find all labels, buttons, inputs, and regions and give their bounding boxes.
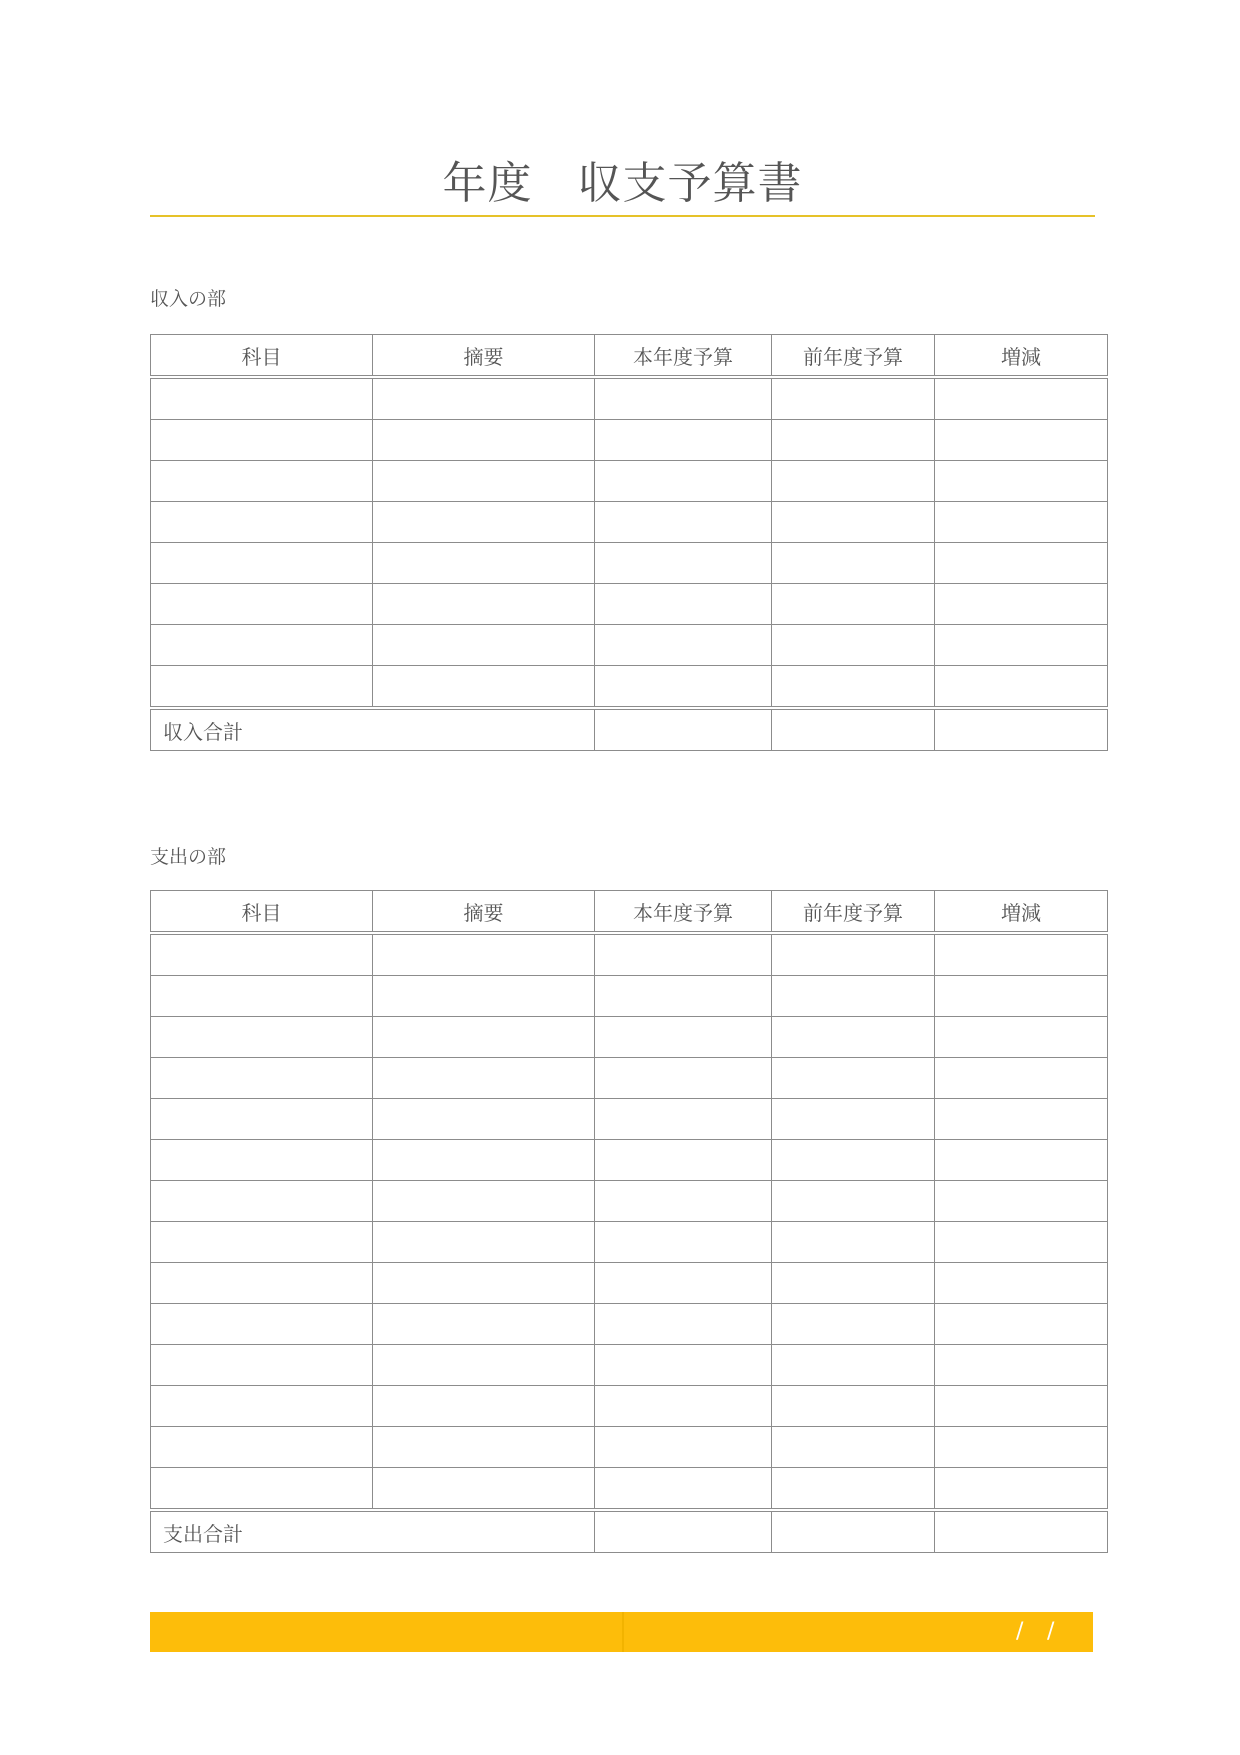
income-summary-cell[interactable] xyxy=(373,666,595,709)
income-change-cell[interactable] xyxy=(935,625,1108,666)
income-row xyxy=(151,625,1108,666)
income-row xyxy=(151,377,1108,420)
expense-table xyxy=(150,890,1108,1553)
expense-previous-budget-cell[interactable] xyxy=(772,976,935,1017)
expense-col-change: 増減 xyxy=(935,891,1108,934)
expense-summary-cell[interactable] xyxy=(373,976,595,1017)
expense-previous-budget-cell[interactable] xyxy=(772,1427,935,1468)
expense-subject-cell[interactable] xyxy=(151,933,373,976)
income-current-budget-cell[interactable] xyxy=(595,584,772,625)
expense-previous-budget-cell[interactable] xyxy=(772,1140,935,1181)
expense-row xyxy=(151,1263,1108,1304)
expense-previous-budget-cell[interactable] xyxy=(772,1222,935,1263)
income-current-budget-cell[interactable] xyxy=(595,377,772,420)
expense-row xyxy=(151,1099,1108,1140)
expense-change-cell[interactable] xyxy=(935,1345,1108,1386)
expense-subject-cell[interactable] xyxy=(151,1427,373,1468)
footer-divider xyxy=(622,1612,624,1652)
income-change-cell[interactable] xyxy=(935,377,1108,420)
income-header-row xyxy=(151,335,1108,378)
expense-total-previous-cell[interactable] xyxy=(772,1510,935,1553)
income-previous-budget-cell[interactable] xyxy=(772,502,935,543)
expense-previous-budget-cell[interactable] xyxy=(772,1099,935,1140)
expense-row xyxy=(151,1427,1108,1468)
expense-current-budget-cell[interactable] xyxy=(595,1263,772,1304)
expense-row xyxy=(151,1386,1108,1427)
expense-summary-cell[interactable] xyxy=(373,1386,595,1427)
expense-summary-cell[interactable] xyxy=(373,1345,595,1386)
expense-previous-budget-cell[interactable] xyxy=(772,933,935,976)
expense-row xyxy=(151,1181,1108,1222)
income-change-cell[interactable] xyxy=(935,543,1108,584)
income-subject-cell[interactable] xyxy=(151,420,373,461)
income-change-cell[interactable] xyxy=(935,420,1108,461)
expense-summary-cell[interactable] xyxy=(373,1140,595,1181)
expense-change-cell[interactable] xyxy=(935,976,1108,1017)
income-summary-cell[interactable] xyxy=(373,502,595,543)
income-previous-budget-cell[interactable] xyxy=(772,666,935,709)
expense-body xyxy=(151,933,1108,1510)
expense-col-current-budget: 本年度予算 xyxy=(595,891,772,934)
expense-change-cell[interactable] xyxy=(935,1181,1108,1222)
expense-current-budget-cell[interactable] xyxy=(595,1386,772,1427)
expense-col-previous-budget: 前年度予算 xyxy=(772,891,935,934)
income-total-label: 収入合計 xyxy=(151,708,595,751)
income-subject-cell[interactable] xyxy=(151,584,373,625)
expense-previous-budget-cell[interactable] xyxy=(772,1304,935,1345)
income-summary-cell[interactable] xyxy=(373,543,595,584)
expense-summary-cell[interactable] xyxy=(373,1222,595,1263)
expense-change-cell[interactable] xyxy=(935,1099,1108,1140)
expense-subject-cell[interactable] xyxy=(151,1386,373,1427)
expense-total-label: 支出合計 xyxy=(151,1510,595,1553)
income-total-previous-cell[interactable] xyxy=(772,708,935,751)
income-previous-budget-cell[interactable] xyxy=(772,625,935,666)
income-current-budget-cell[interactable] xyxy=(595,666,772,709)
income-subject-cell[interactable] xyxy=(151,543,373,584)
expense-change-cell[interactable] xyxy=(935,933,1108,976)
expense-row xyxy=(151,933,1108,976)
income-previous-budget-cell[interactable] xyxy=(772,584,935,625)
income-total-change-cell[interactable] xyxy=(935,708,1108,751)
income-current-budget-cell[interactable] xyxy=(595,502,772,543)
date-separator-2: / xyxy=(1047,1619,1055,1644)
date-separator-1: / xyxy=(1016,1619,1024,1644)
expense-current-budget-cell[interactable] xyxy=(595,1058,772,1099)
expense-summary-cell[interactable] xyxy=(373,1427,595,1468)
expense-change-cell[interactable] xyxy=(935,1304,1108,1345)
income-previous-budget-cell[interactable] xyxy=(772,377,935,420)
expense-row xyxy=(151,1304,1108,1345)
income-change-cell[interactable] xyxy=(935,461,1108,502)
expense-subject-cell[interactable] xyxy=(151,1140,373,1181)
expense-summary-cell[interactable] xyxy=(373,1263,595,1304)
income-previous-budget-cell[interactable] xyxy=(772,420,935,461)
expense-row xyxy=(151,1345,1108,1386)
footer-date-bar xyxy=(150,1612,1093,1652)
expense-previous-budget-cell[interactable] xyxy=(772,1058,935,1099)
expense-change-cell[interactable] xyxy=(935,1222,1108,1263)
expense-change-cell[interactable] xyxy=(935,1263,1108,1304)
income-subject-cell[interactable] xyxy=(151,502,373,543)
expense-previous-budget-cell[interactable] xyxy=(772,1181,935,1222)
income-current-budget-cell[interactable] xyxy=(595,543,772,584)
income-row xyxy=(151,584,1108,625)
title-underline xyxy=(150,215,1095,217)
expense-current-budget-cell[interactable] xyxy=(595,976,772,1017)
expense-row xyxy=(151,1222,1108,1263)
income-col-subject: 科目 xyxy=(151,335,373,378)
expense-current-budget-cell[interactable] xyxy=(595,1304,772,1345)
expense-change-cell[interactable] xyxy=(935,1427,1108,1468)
expense-subject-cell[interactable] xyxy=(151,976,373,1017)
expense-row xyxy=(151,1017,1108,1058)
expense-current-budget-cell[interactable] xyxy=(595,1345,772,1386)
income-subject-cell[interactable] xyxy=(151,666,373,709)
expense-header-row xyxy=(151,891,1108,934)
expense-row xyxy=(151,1140,1108,1181)
expense-previous-budget-cell[interactable] xyxy=(772,1017,935,1058)
expense-subject-cell[interactable] xyxy=(151,1304,373,1345)
expense-row xyxy=(151,976,1108,1017)
expense-change-cell[interactable] xyxy=(935,1386,1108,1427)
income-total-current-cell[interactable] xyxy=(595,708,772,751)
income-change-cell[interactable] xyxy=(935,502,1108,543)
expense-row xyxy=(151,1468,1108,1511)
income-summary-cell[interactable] xyxy=(373,377,595,420)
income-previous-budget-cell[interactable] xyxy=(772,461,935,502)
income-body xyxy=(151,377,1108,708)
expense-summary-cell[interactable] xyxy=(373,1468,595,1511)
expense-subject-cell[interactable] xyxy=(151,1099,373,1140)
expense-current-budget-cell[interactable] xyxy=(595,933,772,976)
expense-total-change-cell[interactable] xyxy=(935,1510,1108,1553)
expense-subject-cell[interactable] xyxy=(151,1263,373,1304)
expense-summary-cell[interactable] xyxy=(373,1017,595,1058)
income-col-change: 増減 xyxy=(935,335,1108,378)
income-col-previous-budget: 前年度予算 xyxy=(772,335,935,378)
expense-current-budget-cell[interactable] xyxy=(595,1427,772,1468)
expense-summary-cell[interactable] xyxy=(373,1099,595,1140)
expense-subject-cell[interactable] xyxy=(151,1058,373,1099)
expense-current-budget-cell[interactable] xyxy=(595,1181,772,1222)
expense-summary-cell[interactable] xyxy=(373,1058,595,1099)
expense-subject-cell[interactable] xyxy=(151,1468,373,1511)
income-change-cell[interactable] xyxy=(935,584,1108,625)
income-summary-cell[interactable] xyxy=(373,461,595,502)
expense-subject-cell[interactable] xyxy=(151,1222,373,1263)
income-previous-budget-cell[interactable] xyxy=(772,543,935,584)
income-subject-cell[interactable] xyxy=(151,625,373,666)
income-change-cell[interactable] xyxy=(935,666,1108,709)
expense-change-cell[interactable] xyxy=(935,1017,1108,1058)
expense-col-summary: 摘要 xyxy=(373,891,595,934)
income-summary-cell[interactable] xyxy=(373,625,595,666)
expense-current-budget-cell[interactable] xyxy=(595,1222,772,1263)
expense-subject-cell[interactable] xyxy=(151,1017,373,1058)
expense-change-cell[interactable] xyxy=(935,1140,1108,1181)
income-summary-cell[interactable] xyxy=(373,420,595,461)
expense-current-budget-cell[interactable] xyxy=(595,1140,772,1181)
expense-previous-budget-cell[interactable] xyxy=(772,1345,935,1386)
expense-total-row xyxy=(151,1510,1108,1553)
income-current-budget-cell[interactable] xyxy=(595,420,772,461)
income-total-row xyxy=(151,708,1108,751)
income-current-budget-cell[interactable] xyxy=(595,625,772,666)
expense-previous-budget-cell[interactable] xyxy=(772,1263,935,1304)
income-subject-cell[interactable] xyxy=(151,461,373,502)
expense-col-subject: 科目 xyxy=(151,891,373,934)
expense-subject-cell[interactable] xyxy=(151,1181,373,1222)
income-row xyxy=(151,420,1108,461)
income-section-label: 収入の部 xyxy=(150,288,227,310)
page-title: 年度 収支予算書 xyxy=(442,158,803,209)
income-row xyxy=(151,461,1108,502)
income-col-current-budget: 本年度予算 xyxy=(595,335,772,378)
income-col-summary: 摘要 xyxy=(373,335,595,378)
expense-section-label: 支出の部 xyxy=(150,846,227,868)
expense-current-budget-cell[interactable] xyxy=(595,1017,772,1058)
income-subject-cell[interactable] xyxy=(151,377,373,420)
expense-subject-cell[interactable] xyxy=(151,1345,373,1386)
expense-change-cell[interactable] xyxy=(935,1058,1108,1099)
income-summary-cell[interactable] xyxy=(373,584,595,625)
expense-row xyxy=(151,1058,1108,1099)
expense-summary-cell[interactable] xyxy=(373,1181,595,1222)
income-row xyxy=(151,666,1108,709)
income-table xyxy=(150,334,1108,751)
expense-previous-budget-cell[interactable] xyxy=(772,1386,935,1427)
expense-previous-budget-cell[interactable] xyxy=(772,1468,935,1511)
income-row xyxy=(151,502,1108,543)
expense-current-budget-cell[interactable] xyxy=(595,1468,772,1511)
income-row xyxy=(151,543,1108,584)
expense-summary-cell[interactable] xyxy=(373,1304,595,1345)
expense-summary-cell[interactable] xyxy=(373,933,595,976)
expense-current-budget-cell[interactable] xyxy=(595,1099,772,1140)
income-current-budget-cell[interactable] xyxy=(595,461,772,502)
expense-change-cell[interactable] xyxy=(935,1468,1108,1511)
expense-total-current-cell[interactable] xyxy=(595,1510,772,1553)
